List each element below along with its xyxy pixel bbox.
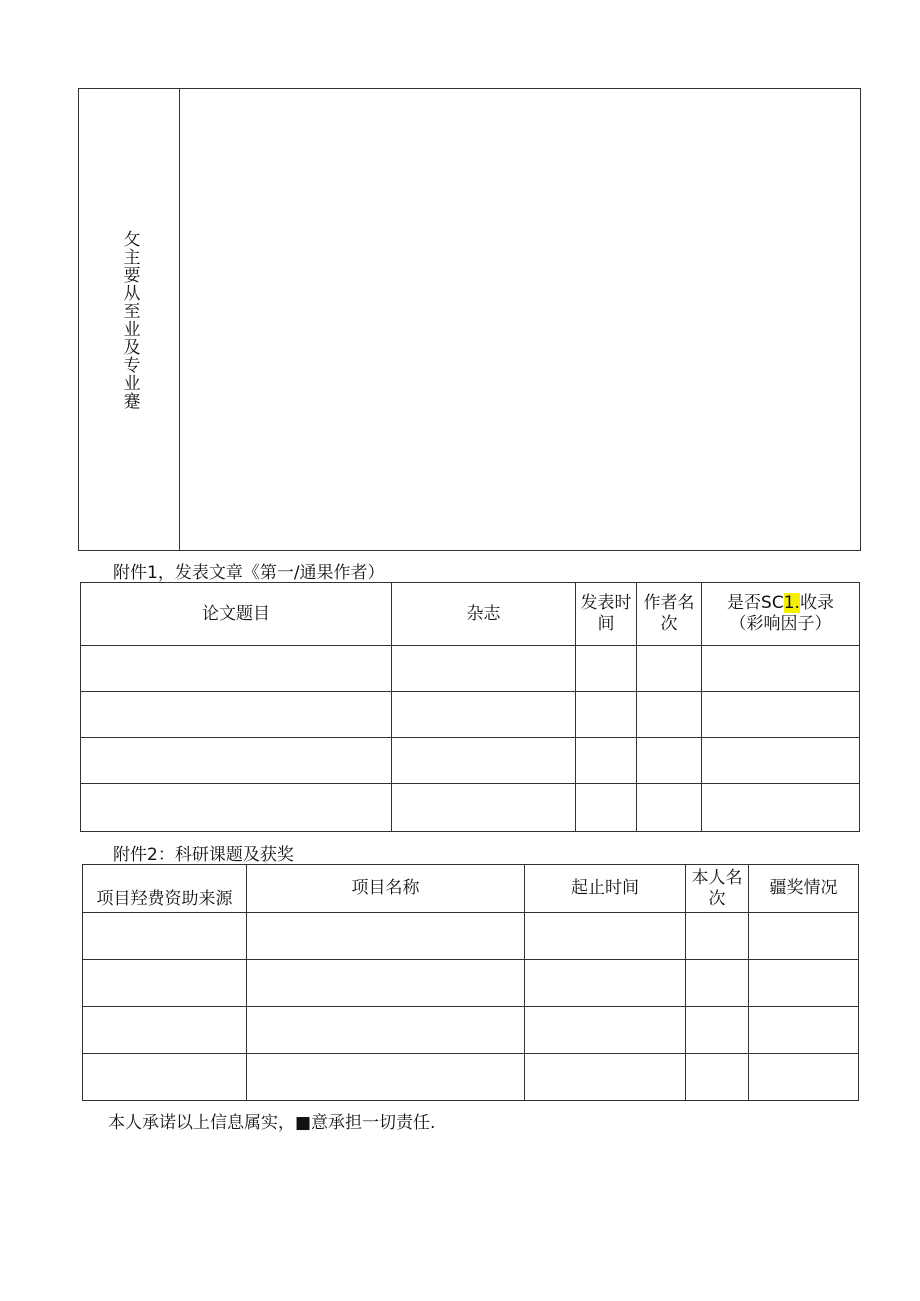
- sci-impact-factor-label: （彩响因子）: [729, 614, 832, 634]
- papers-table: [80, 582, 860, 832]
- project-name-cell[interactable]: [247, 1007, 525, 1054]
- author-rank-cell[interactable]: [637, 784, 702, 832]
- table-row: [83, 1007, 859, 1054]
- header-project-name: 项目名称: [247, 865, 525, 913]
- header-period: 起止时间: [525, 865, 686, 913]
- paper-title-cell[interactable]: [81, 738, 392, 784]
- header-awards: 疆奖情况: [749, 865, 859, 913]
- sci-cell[interactable]: [702, 692, 860, 738]
- attachment2-caption: 附件2：科研课题及获奖: [113, 845, 294, 865]
- projects-table: [82, 864, 859, 1101]
- awards-cell[interactable]: [749, 960, 859, 1007]
- publish-time-cell[interactable]: [576, 784, 637, 832]
- author-rank-cell[interactable]: [637, 738, 702, 784]
- publish-time-cell[interactable]: [576, 738, 637, 784]
- author-rank-cell[interactable]: [637, 646, 702, 692]
- sci-cell[interactable]: [702, 646, 860, 692]
- journal-cell[interactable]: [392, 646, 576, 692]
- table-row: [81, 692, 860, 738]
- publish-time-cell[interactable]: [576, 692, 637, 738]
- funding-source-cell[interactable]: [83, 960, 247, 1007]
- author-rank-cell[interactable]: [637, 692, 702, 738]
- header-personal-rank: 本人名次: [686, 865, 749, 913]
- personal-rank-cell[interactable]: [686, 1054, 749, 1101]
- paper-title-cell[interactable]: [81, 692, 392, 738]
- papers-header-row: [81, 583, 860, 646]
- attachment1-caption: 附件1，发表文章《第一/通果作者）: [113, 563, 385, 583]
- experience-label-cell: [79, 89, 179, 550]
- experience-section-box: [78, 88, 861, 551]
- table-row: [81, 738, 860, 784]
- header-journal: 杂志: [392, 583, 576, 646]
- table-row: [81, 646, 860, 692]
- sci-highlight: 1.: [783, 593, 800, 613]
- sci-prefix: 是否SC: [727, 593, 784, 613]
- period-cell[interactable]: [525, 913, 686, 960]
- table-row: [83, 960, 859, 1007]
- paper-title-cell[interactable]: [81, 784, 392, 832]
- table-row: [81, 784, 860, 832]
- sci-suffix: 收录: [799, 593, 834, 613]
- personal-rank-cell[interactable]: [686, 960, 749, 1007]
- header-author-rank: 作者名次: [637, 583, 702, 646]
- experience-vertical-label: 攵主要从至业及专业蹇: [119, 229, 140, 410]
- project-name-cell[interactable]: [247, 913, 525, 960]
- journal-cell[interactable]: [392, 692, 576, 738]
- period-cell[interactable]: [525, 1054, 686, 1101]
- personal-rank-cell[interactable]: [686, 1007, 749, 1054]
- sci-cell[interactable]: [702, 738, 860, 784]
- publish-time-cell[interactable]: [576, 646, 637, 692]
- header-publish-time: 发表时间: [576, 583, 637, 646]
- project-name-cell[interactable]: [247, 1054, 525, 1101]
- funding-source-cell[interactable]: [83, 1007, 247, 1054]
- awards-cell[interactable]: [749, 913, 859, 960]
- pledge-statement: 本人承诺以上信息属实，■意承担一切责任.: [108, 1113, 436, 1133]
- awards-cell[interactable]: [749, 1054, 859, 1101]
- awards-cell[interactable]: [749, 1007, 859, 1054]
- period-cell[interactable]: [525, 1007, 686, 1054]
- paper-title-cell[interactable]: [81, 646, 392, 692]
- header-sci-indexed: [702, 583, 860, 646]
- funding-source-cell[interactable]: [83, 1054, 247, 1101]
- period-cell[interactable]: [525, 960, 686, 1007]
- personal-rank-cell[interactable]: [686, 913, 749, 960]
- sci-cell[interactable]: [702, 784, 860, 832]
- journal-cell[interactable]: [392, 784, 576, 832]
- header-funding-source: 项目羟费资助来源: [83, 865, 247, 913]
- header-paper-title: 论文题目: [81, 583, 392, 646]
- experience-column-divider: [179, 89, 180, 550]
- funding-source-cell[interactable]: [83, 913, 247, 960]
- table-row: [83, 1054, 859, 1101]
- project-name-cell[interactable]: [247, 960, 525, 1007]
- journal-cell[interactable]: [392, 738, 576, 784]
- table-row: [83, 913, 859, 960]
- projects-header-row: [83, 865, 859, 913]
